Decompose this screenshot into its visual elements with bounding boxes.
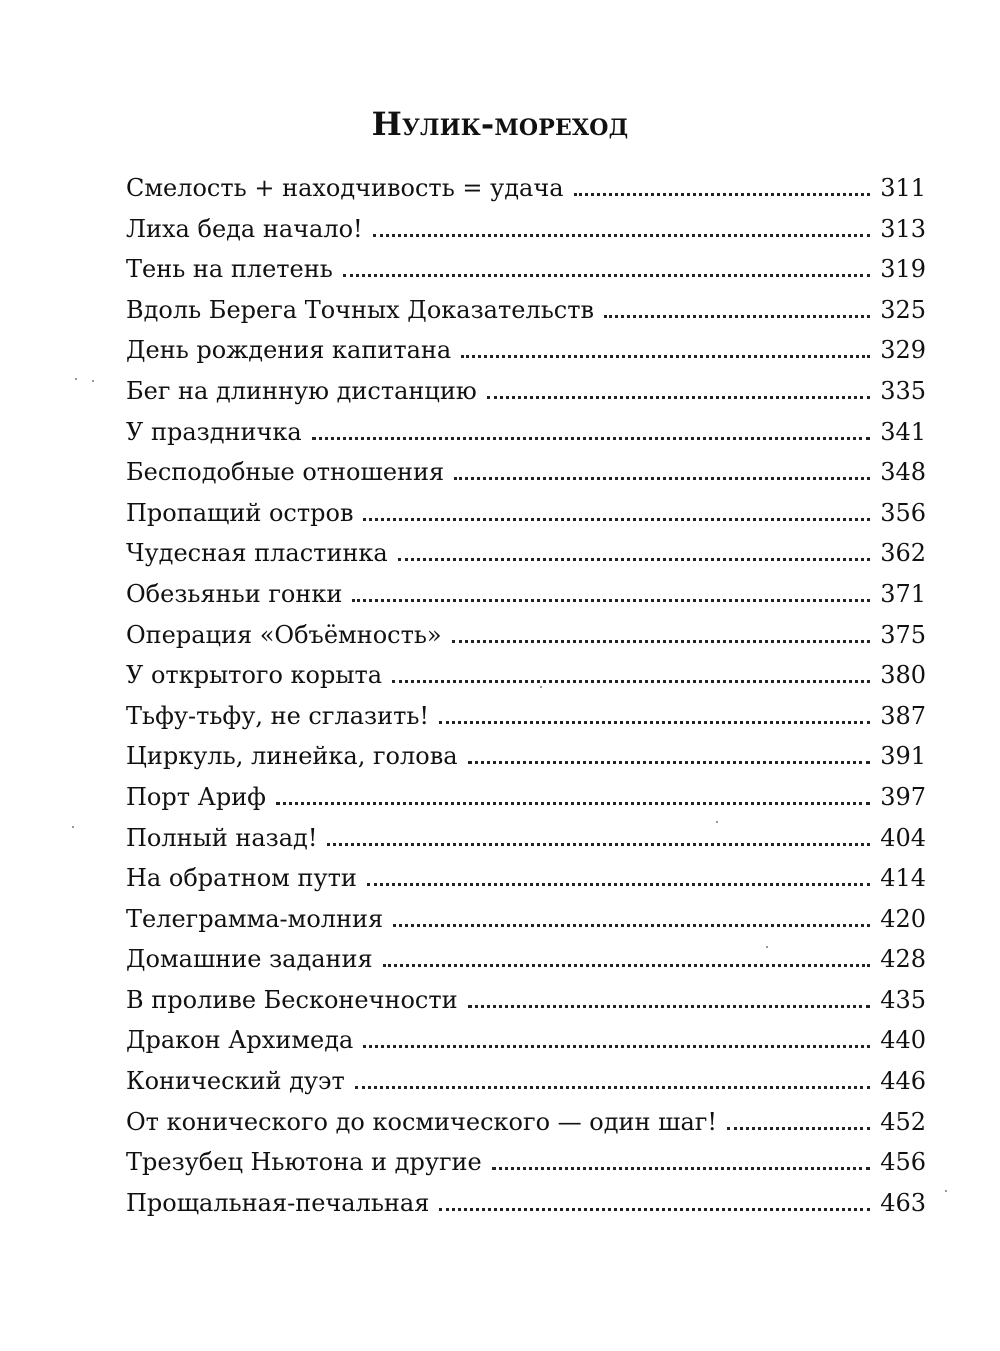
toc-entry-title: Домашние задания [126, 945, 373, 974]
toc-entry [126, 818, 926, 859]
toc-entry-title: У праздничка [126, 417, 302, 446]
toc-entry [126, 574, 926, 615]
dot-leader [468, 1004, 871, 1008]
toc-entry-title: Операция «Объёмность» [126, 620, 442, 649]
toc-entry [126, 209, 926, 250]
dot-leader [392, 679, 870, 683]
toc-page-number: 387 [880, 701, 926, 730]
toc-page-number: 325 [880, 295, 926, 324]
dot-leader [454, 476, 870, 480]
scan-speck [72, 826, 74, 828]
toc-entry [126, 533, 926, 574]
toc-entry-title: День рождения капитана [126, 336, 452, 365]
toc-entry [126, 1020, 926, 1061]
toc-entry-title: У открытого корыта [126, 661, 383, 690]
toc-entry [126, 290, 926, 331]
toc-entry-title: Конический дуэт [126, 1067, 345, 1096]
toc-entry [126, 371, 926, 412]
toc-entry [126, 452, 926, 493]
dot-leader [398, 557, 870, 561]
toc-page-number: 362 [880, 539, 926, 568]
toc-page-number: 463 [880, 1188, 926, 1217]
toc-page-number: 341 [880, 417, 926, 446]
toc-entry-title: Порт Ариф [126, 782, 266, 811]
dot-leader [373, 233, 871, 237]
toc-entry-title: Лиха беда начало! [126, 214, 363, 243]
toc-page-number: 371 [880, 579, 926, 608]
toc-entry-title: Пропащий остров [126, 498, 354, 527]
dot-leader [343, 273, 870, 277]
toc-page-number: 397 [880, 782, 926, 811]
toc-entry-title: Бег на длинную дистанцию [126, 376, 477, 405]
dot-leader [276, 801, 870, 805]
toc-entry-title: В проливе Бесконечности [126, 985, 458, 1014]
dot-leader [439, 720, 870, 724]
dot-leader [393, 923, 870, 927]
dot-leader [574, 192, 871, 196]
toc-page-number: 440 [880, 1026, 926, 1055]
toc-entry-title: Вдоль Берега Точных Доказательств [126, 295, 594, 324]
toc-entry-title: Обезьяньи гонки [126, 579, 343, 608]
toc-entry-title: Циркуль, линейка, голова [126, 742, 458, 771]
scan-speck [766, 946, 768, 948]
dot-leader [468, 760, 871, 764]
toc-page-number: 456 [880, 1148, 926, 1177]
toc-entry [126, 168, 926, 209]
scan-speck [945, 1190, 947, 1192]
toc-entry [126, 249, 926, 290]
dot-leader [355, 1085, 870, 1089]
dot-leader [383, 963, 870, 967]
toc-entry [126, 1102, 926, 1143]
section-title: Нулик-мореход [371, 105, 629, 144]
dot-leader [363, 517, 870, 521]
dot-leader [727, 1126, 870, 1130]
toc-page-number: 452 [880, 1107, 926, 1136]
toc-page-number: 446 [880, 1067, 926, 1096]
dot-leader [367, 882, 870, 886]
toc-entry [126, 493, 926, 534]
scan-speck [540, 686, 542, 688]
toc-page-number: 311 [880, 174, 926, 202]
toc-entry-title: Тень на плетень [126, 255, 333, 284]
toc-page-number: 313 [880, 214, 926, 243]
toc-entry-title: Полный назад! [126, 823, 318, 852]
toc-entry [126, 1142, 926, 1183]
toc-page-number: 428 [880, 945, 926, 974]
toc-page-number: 391 [880, 742, 926, 771]
toc-page-number: 420 [880, 904, 926, 933]
toc-entry [126, 655, 926, 696]
toc-page-number: 356 [880, 498, 926, 527]
dot-leader [487, 395, 870, 399]
scan-speck [716, 821, 718, 823]
toc-entry [126, 939, 926, 980]
toc-entry-title: Чудесная пластинка [126, 539, 388, 568]
toc-entry-title: На обратном пути [126, 864, 357, 893]
toc-entry-title: Прощальная-печальная [126, 1188, 430, 1217]
scan-speck [75, 378, 77, 380]
dot-leader [363, 1044, 870, 1048]
dot-leader [452, 639, 871, 643]
toc-page-number: 329 [880, 336, 926, 365]
toc-page-number: 404 [880, 823, 926, 852]
toc-page-number: 435 [880, 985, 926, 1014]
toc-entry [126, 1061, 926, 1102]
dot-leader [352, 598, 870, 602]
scan-speck [92, 380, 94, 382]
toc-entry [126, 899, 926, 940]
toc-page-number: 319 [880, 255, 926, 284]
toc-entry [126, 858, 926, 899]
toc-entry-title: От конического до космического — один шаг! [126, 1107, 717, 1136]
dot-leader [312, 436, 871, 440]
dot-leader [327, 842, 870, 846]
toc-entry [126, 615, 926, 656]
dot-leader [604, 314, 870, 318]
toc-entry [126, 412, 926, 453]
toc-entry [126, 980, 926, 1021]
toc-page-number: 348 [880, 458, 926, 487]
dot-leader [439, 1207, 870, 1211]
toc-page-number: 380 [880, 661, 926, 690]
dot-leader [461, 354, 870, 358]
toc-entry-title: Телеграмма-молния [126, 904, 384, 933]
toc-entry-title: Бесподобные отношения [126, 458, 445, 487]
table-of-contents [126, 168, 926, 1223]
dot-leader [492, 1166, 870, 1170]
toc-page-number: 375 [880, 620, 926, 649]
toc-entry-title: Трезубец Ньютона и другие [126, 1148, 482, 1177]
toc-entry [126, 736, 926, 777]
toc-entry [126, 330, 926, 371]
toc-entry-title: Дракон Архимеда [126, 1026, 354, 1055]
toc-page-number: 414 [880, 864, 926, 893]
toc-page-number: 335 [880, 376, 926, 405]
toc-entry [126, 1183, 926, 1224]
toc-entry [126, 777, 926, 818]
toc-entry [126, 696, 926, 737]
toc-entry-title: Тьфу-тьфу, не сглазить! [126, 701, 430, 730]
toc-entry-title: Смелость + находчивость = удача [126, 174, 564, 202]
